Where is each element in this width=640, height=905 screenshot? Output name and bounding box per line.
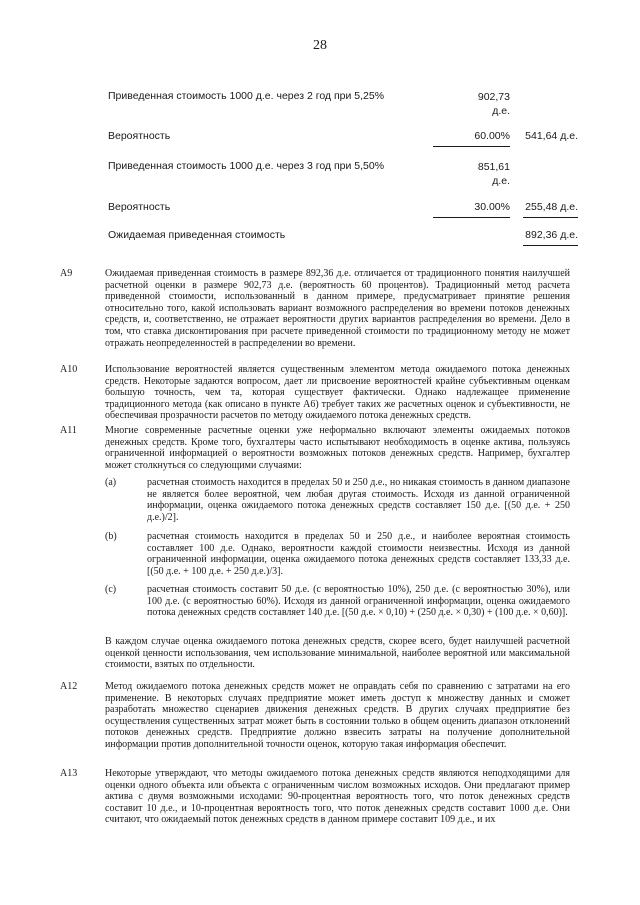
paragraph-a13-number: A13 <box>60 768 78 779</box>
result-underline <box>523 217 578 218</box>
expected-label: Ожидаемая приведенная стоимость <box>108 229 286 241</box>
paragraph-a11-number: A11 <box>60 425 77 436</box>
list-item-c-number: (c) <box>105 584 117 595</box>
paragraph-a11-text: Многие современные расчетные оценки уже неформально включают элементы ожидаемых потоков денежных средств. Кроме того, бухгалтеры часто испытывают необходимость в оценке актива, пользуясь ограниченной информацией о вероятности возможных потоков денежных средств. Например, бухгалтер может столкнуться со следующими случаями: <box>105 425 570 471</box>
list-item-a-text: расчетная стоимость находится в пределах 50 и 250 д.е., но никакая стоимость в данном диапазоне не является более вероятной, чем любая другая стоимость. Исходя из данной ограниченной информации, оценка ожидаемого потока денежных средств составляет 150 д.е. [(50 д.е. + 250 д.е.)/2]. <box>147 477 570 523</box>
pv-2-year-amount: 902,73 <box>477 91 510 103</box>
pv-3-year-label: Приведенная стоимость 1000 д.е. через 3 год при 5,50% <box>108 160 385 172</box>
paragraph-a11-closing-text: В каждом случае оценка ожидаемого потока денежных средств, скорее всего, будет наилучшей расчетной оценкой ценности использования, чем использование минимальной, наиболее вероятной или максимальной стоимости, взятых по отдельности. <box>105 636 570 671</box>
probability-1-result: 541,64 д.е. <box>525 130 578 142</box>
paragraph-a9-number: A9 <box>60 268 73 279</box>
probability-1-label: Вероятность <box>108 130 171 142</box>
paragraph-a13-text: Некоторые утверждают, что методы ожидаемого потока денежных средств являются неподходящими для оценки одного объекта или объекта с ограниченным числом возможных исходов. Они предлагают пример актива с двумя возможными исходами: 90-процентная вероятность того, что поток денежных средств составит 10 д.е., и 10-процентная вероятность того, что поток денежных средств составит 1000 д.е. Они считают, что ожидаемый поток денежных средств в данном примере составит 109 д.е., и их <box>105 768 570 826</box>
probability-2-label: Вероятность <box>108 201 171 213</box>
list-item-b-text: расчетная стоимость находится в пределах 50 и 250 д.е., и наиболее вероятная стоимость составляет 100 д.е. Однако, вероятности каждой стоимости неизвестны. Исходя из данной ограниченной информации, оценка ожидаемого потока денежных средств составляет 133,33 д.е. [(50 д.е. + 100 д.е. + 250 д.е.)/3]. <box>147 531 570 577</box>
list-item-a-number: (a) <box>105 477 117 488</box>
probability-2-value: 30.00% <box>474 201 510 213</box>
expected-underline <box>523 245 578 246</box>
probability-1-value: 60.00% <box>474 130 510 142</box>
paragraph-a9-text: Ожидаемая приведенная стоимость в размере 892,36 д.е. отличается от традиционного понятия наилучшей расчетной оценки в размере 902,73 д.е. (вероятность 60 процентов). Традиционный метод расчета приведенной стоимости, использованный в данном примере, предусматривает принятие решения относительно того, какой использовать вариант возможного распределения во времени потоков денежных средств, и, соответственно, не отражает вероятности других вариантов распределения во времени. Дело в том, что ставка дисконтирования при расчете приведенной стоимости по традиционному методу не может отражать неопределенностей в распределении во времени. <box>105 268 570 349</box>
pv-2-year-unit: д.е. <box>492 105 510 117</box>
list-item-c-text: расчетная стоимость составит 50 д.е. (с вероятностью 10%), 250 д.е. (с вероятностью 30%), или 100 д.е. (с вероятностью 60%). Исходя из данной ограниченной информации, оценка ожидаемого потока денежных средств составляет 140 д.е. [(50 д.е. × 0,10) + (250 д.е. × 0,30) + (100 д.е. × 0,60)]. <box>147 584 570 619</box>
paragraph-a10-number: A10 <box>60 364 78 375</box>
pv-3-year-unit: д.е. <box>492 175 510 187</box>
probability-1-underline <box>433 146 510 147</box>
expected-result: 892,36 д.е. <box>525 229 578 241</box>
paragraph-a12-number: A12 <box>60 681 78 692</box>
pv-2-year-label: Приведенная стоимость 1000 д.е. через 2 год при 5,25% <box>108 90 385 102</box>
probability-2-underline <box>433 217 510 218</box>
paragraph-a10-text: Использование вероятностей является существенным элементом метода ожидаемого потока денежных средств. Некоторые задаются вопросом, дает ли присвоение вероятностей крайне субъективным оценкам большую точность, чем та, которая существует фактически. Однако надлежащее применение традиционного метода (как описано в пункте А6) требует таких же расчетных оценок и субъективности, не обеспечивая прозрачности расчетов по методу ожидаемого потока денежных средств. <box>105 364 570 422</box>
list-item-b-number: (b) <box>105 531 117 542</box>
page-number: 28 <box>313 38 327 53</box>
pv-3-year-amount: 851,61 <box>477 161 510 173</box>
probability-2-result: 255,48 д.е. <box>525 201 578 213</box>
paragraph-a12-text: Метод ожидаемого потока денежных средств может не оправдать себя по сравнению с затратами на его применение. В некоторых случаях предприятие может иметь доступ к множеству данных и сможет разработать множество сценариев движения денежных средств. В других случаях предприятие без осуществления существенных затрат может быть в состоянии только в общем оценить диапазон отклонений потоков денежных средств. Предприятие должно взвесить затраты на получение дополнительной информации против дополнительной точности оценок, которую такая информация обеспечит. <box>105 681 570 750</box>
